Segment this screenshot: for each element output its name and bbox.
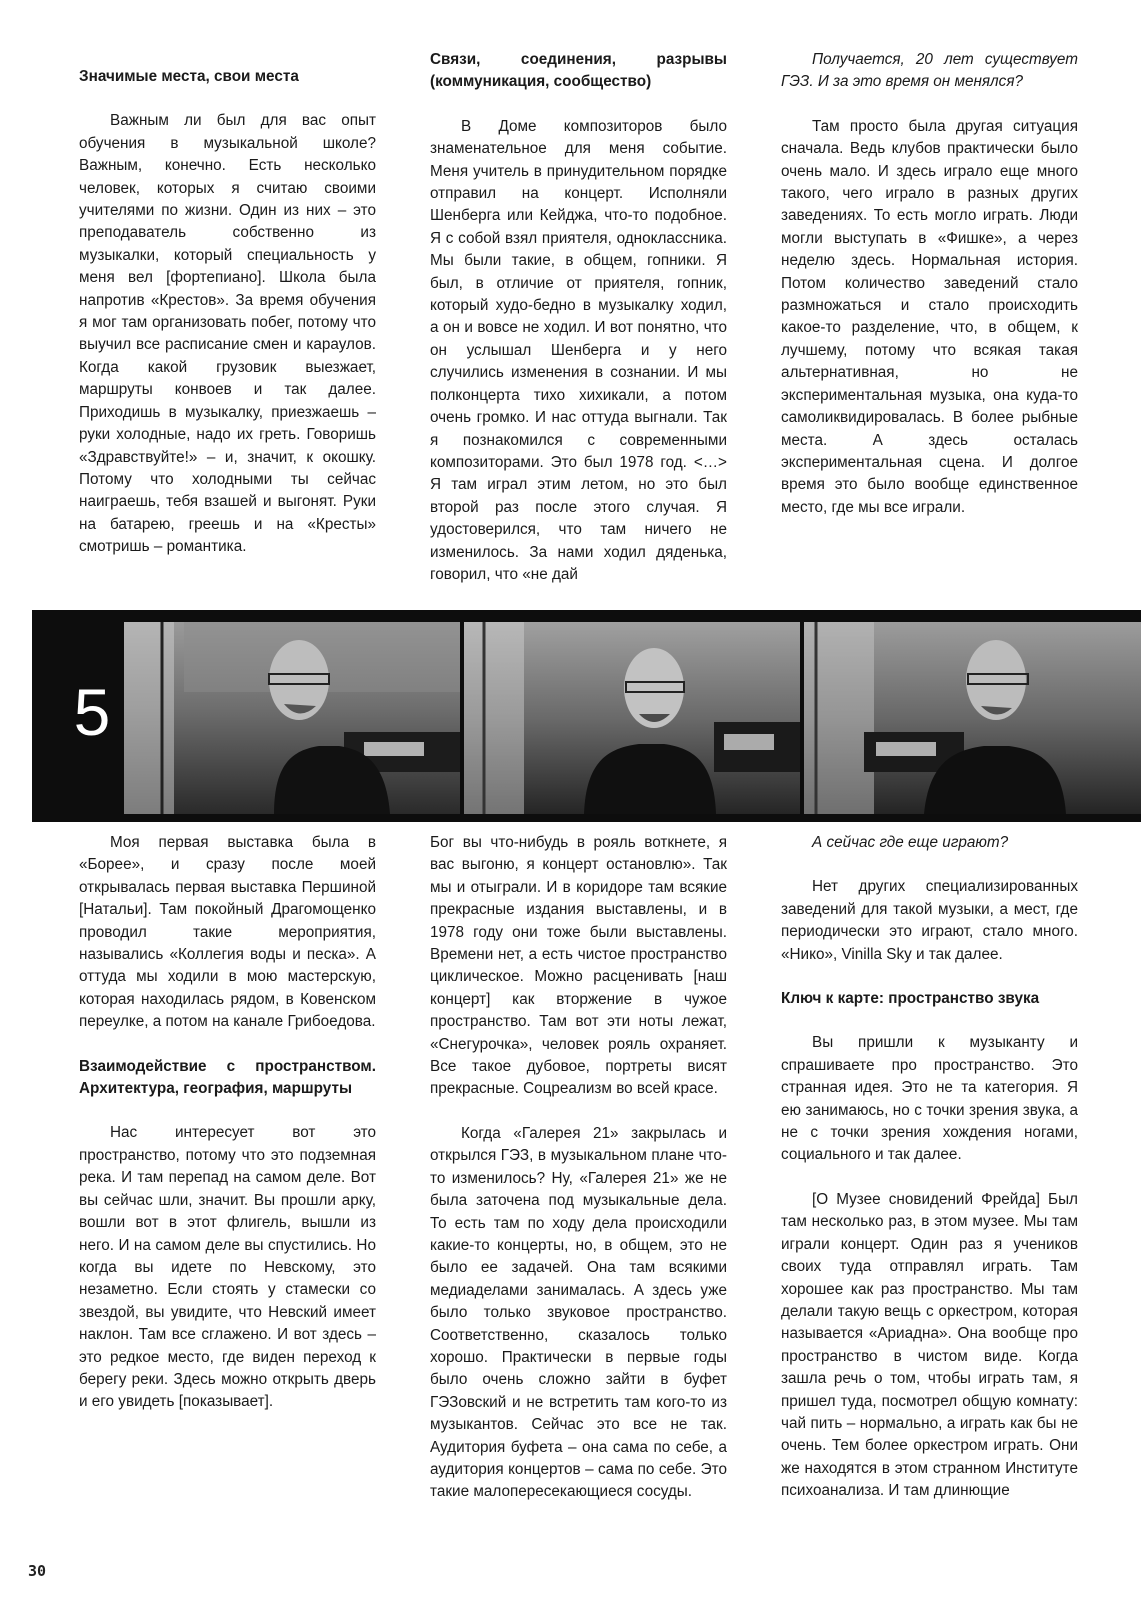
column-2 bbox=[430, 49, 727, 609]
portrait-photo bbox=[124, 622, 460, 814]
paragraph: Когда «Галерея 21» закрылась и открылся ГЭЗ, в музыкальном плане что-то изменилось? Ну, «Галерея 21» же не была заточена под музыкальные дела. То есть там по ходу дела происходили какие-то концерты, но, в общем, это не было ее задачей. Она там всякими медиаделами занималась. А здесь уже было только звуковое пространство. Соответственно, сказалось только хорошо. Практически в первые годы было очень сложно зайти в буфет ГЭЗовский и не встретить там кого-то из музыкантов. Сейчас это все не так. Аудитория буфета – она сама по себе, а аудитория концертов – сама по себе. Это такие малопересекающиеся сосуды. bbox=[430, 1124, 727, 1501]
section-number: 5 bbox=[73, 675, 111, 749]
column-6 bbox=[781, 832, 1078, 1503]
column-4 bbox=[79, 832, 376, 1414]
photo-frame bbox=[804, 622, 1141, 814]
paragraph: Моя первая выставка была в «Борее», и сразу после моей открывалась первая выставка Першиной [Натальи]. Там покойный Драгомощенко проводил такие мероприятия, назывались «Коллегия воды и песка». А оттуда мы ходили в мою мастерскую, которая находилась рядом, в Ковенском переулке, а потом на канале Грибоедова. bbox=[79, 834, 376, 1031]
column-3 bbox=[781, 49, 1078, 519]
paragraph: Важным ли был для вас опыт обучения в музыкальной школе? Важным, конечно. Есть несколько человек, которых я считаю своими учителями по жизни. Один из них – это преподаватель собственно из музыкалки, который специальность у меня вел [фортепиано]. Школа была напротив «Крестов». За время обучения я мог там организовать побег, потому что выучил все расписание смен и караулов. Когда какой грузовик выезжает, маршруты конвоев и так далее. Приходишь в музыкалку, приезжаешь – руки холодные, надо их греть. Говоришь «Здравствуйте!» – и, значит, к окошку. Потому что холодными ты сейчас наиграешь, тебя взашей и выгонят. Руки на батарею, греешь и на «Кресты» смотришь – романтика. bbox=[79, 112, 376, 556]
section-heading-interaction-with-space: Взаимодействие с пространством. Архитектура, география, маршруты bbox=[79, 1057, 376, 1098]
portrait-photo bbox=[464, 622, 800, 814]
portrait-photo bbox=[804, 622, 1141, 814]
film-strip bbox=[32, 610, 1141, 822]
column-5 bbox=[430, 832, 727, 1504]
page-number: 30 bbox=[28, 1562, 47, 1580]
paragraph: Вы пришли к музыканту и спрашиваете про пространство. Это странная идея. Это не та категория. Я ею занимаюсь, но с точки зрения звука, а не с точки зрения хождения ногами, социального и так далее. bbox=[781, 1034, 1078, 1164]
photo-frame bbox=[124, 622, 460, 814]
paragraph: Нет других специализированных заведений для такой музыки, а мест, где периодически это играют, стало много. «Нико», Vinilla Sky и так далее. bbox=[781, 878, 1078, 963]
paragraph: [О Музее сновидений Фрейда] Был там несколько раз, в этом музее. Мы там играли концерт. Один раз я учеников своих туда отправлял играть. Там хорошее как раз пространство. Мы там делали такую вещь с оркестром, которая называется «Ариадна». Она вообще про пространство в чистом виде. Когда зашла речь о том, чтобы играть там, я пришел туда, посмотрел общую комнату: чай пить – нормально, а играть как бы не очень. Тем более оркестром играть. Они же находятся в этом странном Институте психоанализа. И там длинющие bbox=[781, 1190, 1078, 1500]
paragraph: В Доме композиторов было знаменательное для меня событие. Меня учитель в принудительном порядке отправил на концерт. Исполняли Шенберга или Кейджа, что-то подобное. Я с собой взял приятеля, одноклассника. Мы были такие, в общем, гопники. Я был, в отличие от приятеля, гопник, который худо-бедно в музыкалку ходил, а он и вовсе не ходил. И вот понятно, что он услышал Шенберга и у него случились изменения в сознании. И мы полконцерта тихо хихикали, а потом очень громко. И нас оттуда выгнали. Так я познакомился с современными композиторами. Это был 1978 год. <…> Я там играл этим летом, но это был второй раз после этого случая. Я удостоверился, что там ничего не изменилось. За нами ходил дяденька, говорил, что «не дай bbox=[430, 117, 727, 583]
paragraph: Нас интересует вот это пространство, потому что это подземная река. И там перепад на самом деле. Вот вы сейчас шли, значит. Вы прошли арку, вошли вот в этот флигель, вышли из него. И на самом деле вы спустились. Но когда вы идете по Невскому, это незаметно. Если стоять у стамески со звездой, вы увидите, что Невский имеет наклон. Там все сглажено. И вот здесь – это редкое место, где виден переход к берегу реки. Здесь можно открыть дверь и его увидеть [показывает]. bbox=[79, 1124, 376, 1411]
photo-frame bbox=[464, 622, 800, 814]
paragraph: Там просто была другая ситуация сначала. Ведь клубов практически было очень мало. И здесь играло еще много такого, чего играло в разных других заведениях. То есть могло играть. Люди могли выступать в «Фишке», а через неделю здесь. Нормальная история. Потом количество заведений стало размножаться и стало происходить какое-то разделение, что, в общем, к лучшему, потому что всякая такая альтернативная, но не экспериментальная музыка, она куда-то самоликвидировалась. В более рыбные места. А здесь осталась экспериментальная сцена. И долгое время это было вообще единственное место, где мы все играли. bbox=[781, 117, 1078, 516]
section-heading-key-to-map: Ключ к карте: пространство звука bbox=[781, 990, 1040, 1008]
interview-question: Получается, 20 лет существует ГЭЗ. И за это время он менялся? bbox=[781, 51, 1078, 91]
column-1 bbox=[79, 66, 376, 559]
section-heading-connections: Связи, соединения, разрывы (коммуникация, сообщество) bbox=[430, 51, 727, 91]
section-heading-significant-places: Значимые места, свои места bbox=[79, 68, 299, 85]
interview-question: А сейчас где еще играют? bbox=[812, 834, 1009, 851]
paragraph: Бог вы что-нибудь в рояль воткнете, я вас выгоню, я концерт остановлю». Так мы и отыграли. И в коридоре там всякие прекрасные издания выставлены, и в 1978 году они тоже были выставлены. Времени нет, а есть чистое пространство циклическое. Можно расценивать [наш концерт] как вторжение в чужое пространство. Там вот эти ноты лежат, «Снегурочка», человек рояль охраняет. Все такое дубовое, портреты висят прекрасные. Соцреализм во всей красе. bbox=[430, 834, 727, 1098]
